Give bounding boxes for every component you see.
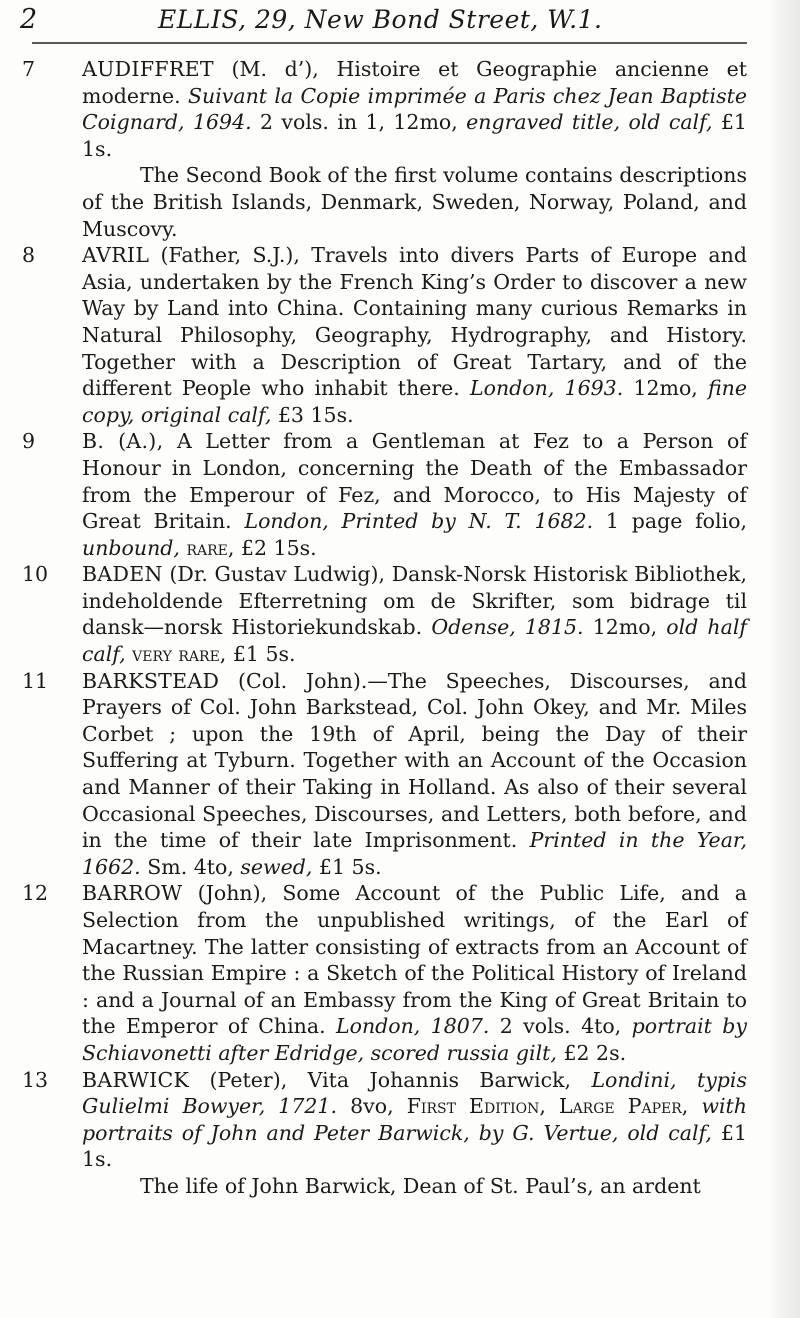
entry-rarity: very rare, xyxy=(132,642,227,667)
entry-details: 8vo, xyxy=(350,1094,394,1119)
entry-author: BARKSTEAD xyxy=(82,668,220,693)
entry-condition: fine copy, original calf, xyxy=(82,376,748,427)
entry-price: £1 5s. xyxy=(232,642,296,667)
entry-imprint: Suivant la Copie imprimée a Paris chez Jean Baptiste Coignard, 1694. xyxy=(82,83,747,135)
entry-author: AUDIFFRET xyxy=(82,57,214,81)
catalogue-entry xyxy=(22,242,747,428)
entry-author: B. (A.), xyxy=(82,429,164,454)
entry-number: 11 xyxy=(22,668,49,693)
entry-text xyxy=(82,668,747,881)
entry-imprint: Printed in the Year, 1662. xyxy=(82,828,747,879)
entry-author: AVRIL xyxy=(82,243,150,268)
entry-condition: unbound, xyxy=(82,535,180,560)
catalogue-entry xyxy=(22,880,747,1066)
entry-price: £1 5s. xyxy=(318,854,382,879)
entry-number: 8 xyxy=(22,243,36,268)
entry-edition: First Edition, Large Paper, xyxy=(406,1094,689,1119)
entry-text xyxy=(82,428,747,561)
catalogue-entry xyxy=(22,668,747,881)
entry-rarity: rare, xyxy=(186,535,235,560)
entry-body: (John), Some Account of the Public Life, and a Selection from the unpublished writings, of the Earl of Macartney. The latter consisting of extracts from an Account of the Russian Empire : a Sketch of the Political History of Ireland : and a Journal of an Embassy from the King of Great Britain to the Emperor of China. xyxy=(82,881,747,1039)
entry-text xyxy=(82,1067,747,1173)
entry-details: 12mo, xyxy=(633,376,698,401)
entry-condition: portrait by Schiavonetti after Edridge, scored russia gilt, xyxy=(82,1014,747,1065)
entry-condition: old half calf, xyxy=(82,615,747,667)
entry-details: Sm. 4to, xyxy=(147,854,234,879)
running-head xyxy=(20,2,780,38)
entry-text xyxy=(82,561,747,667)
catalogue-entry xyxy=(22,56,747,242)
catalogue-entry xyxy=(22,428,747,561)
entry-author: BADEN xyxy=(82,562,163,587)
catalogue-entries xyxy=(22,56,747,1200)
entry-price: £2 15s. xyxy=(240,535,317,560)
entry-imprint: London, Printed by N. T. 1682. xyxy=(244,509,594,534)
entry-number: 10 xyxy=(22,562,49,587)
entry-note: The Second Book of the first volume contains descriptions of the British Islands, Denmark, Sweden, Norway, Poland, and Muscovy. xyxy=(82,163,747,241)
entry-price: £3 15s. xyxy=(277,402,354,427)
catalogue-entry xyxy=(22,561,747,667)
page-edge-shadow xyxy=(766,0,800,1318)
entry-price: £1 1s. xyxy=(82,1120,747,1172)
entry-number: 12 xyxy=(22,881,49,906)
entry-body: (Col. John).—The Speeches, Discourses, and Prayers of Col. John Barkstead, Col. John Okey, and Mr. Miles Corbet ; upon the 19th of April, being the Day of their Suffering at Tyburn. Together with an Account of the Occasion and Manner of their Taking in Holland. As also of their several Occasional Speeches, Discourses, and Letters, both before, and in the time of their late Imprisonment. xyxy=(82,668,747,853)
entry-details: 1 page folio, xyxy=(605,509,747,534)
entry-imprint: London, 1693. xyxy=(470,376,624,401)
entry-details: 2 vols. in 1, 12mo, xyxy=(260,110,458,135)
entry-condition: sewed, xyxy=(240,854,313,879)
entry-body: (Peter), Vita Johannis Barwick, xyxy=(209,1067,572,1092)
entry-text xyxy=(82,242,747,428)
entry-body: (M. d’), Histoire et Geographie ancienne et moderne. xyxy=(82,57,747,108)
entry-body: A Letter from a Gentleman at Fez to a Person of Honour in London, concerning the Death of the Embassador from the Emperour of Fez, and Morocco, to His Majesty of Great Britain. xyxy=(82,429,747,534)
entry-number: 7 xyxy=(22,57,36,81)
entry-imprint: Londini, typis Gulielmi Bowyer, 1721. xyxy=(82,1067,747,1119)
entry-number: 9 xyxy=(22,429,36,454)
catalogue-entry xyxy=(22,1067,747,1200)
entry-author: BARROW xyxy=(82,881,183,906)
entry-details: 2 vols. 4to, xyxy=(499,1014,622,1039)
entry-body: (Father, S.J.), Travels into divers Parts of Europe and Asia, undertaken by the French King’s Order to discover a new Way by Land into China. Containing many curious Remarks in Natural Philosophy, Geography, Hydrography, and History. Together with a Description of Great Tartary, and of the different People who inhabit there. xyxy=(82,243,747,401)
page-number: 2 xyxy=(20,4,38,35)
entry-note: The life of John Barwick, Dean of St. Paul’s, an ardent xyxy=(140,1173,701,1198)
entry-price: £2 2s. xyxy=(563,1040,627,1065)
entry-text xyxy=(82,56,747,162)
entry-condition: engraved title, old calf, xyxy=(466,110,713,135)
header-rule xyxy=(32,42,747,44)
entry-condition: with portraits of John and Peter Barwick, by G. Vertue, old calf, xyxy=(82,1094,747,1145)
entry-number: 13 xyxy=(22,1067,49,1092)
entry-body: (Dr. Gustav Ludwig), Dansk-Norsk Historisk Bibliothek, indeholdende Efterretning om de Skrifter, som bidrage til dansk—norsk Historiekundskab. xyxy=(82,562,747,640)
running-head-text: ELLIS, 29, New Bond Street, W.1. xyxy=(158,5,603,34)
entry-imprint: Odense, 1815. xyxy=(431,615,584,640)
entry-details: 12mo, xyxy=(592,615,658,640)
entry-price: £1 1s. xyxy=(82,110,747,161)
entry-imprint: London, 1807. xyxy=(335,1014,490,1039)
entry-text xyxy=(82,880,747,1066)
entry-author: BARWICK xyxy=(82,1067,190,1092)
